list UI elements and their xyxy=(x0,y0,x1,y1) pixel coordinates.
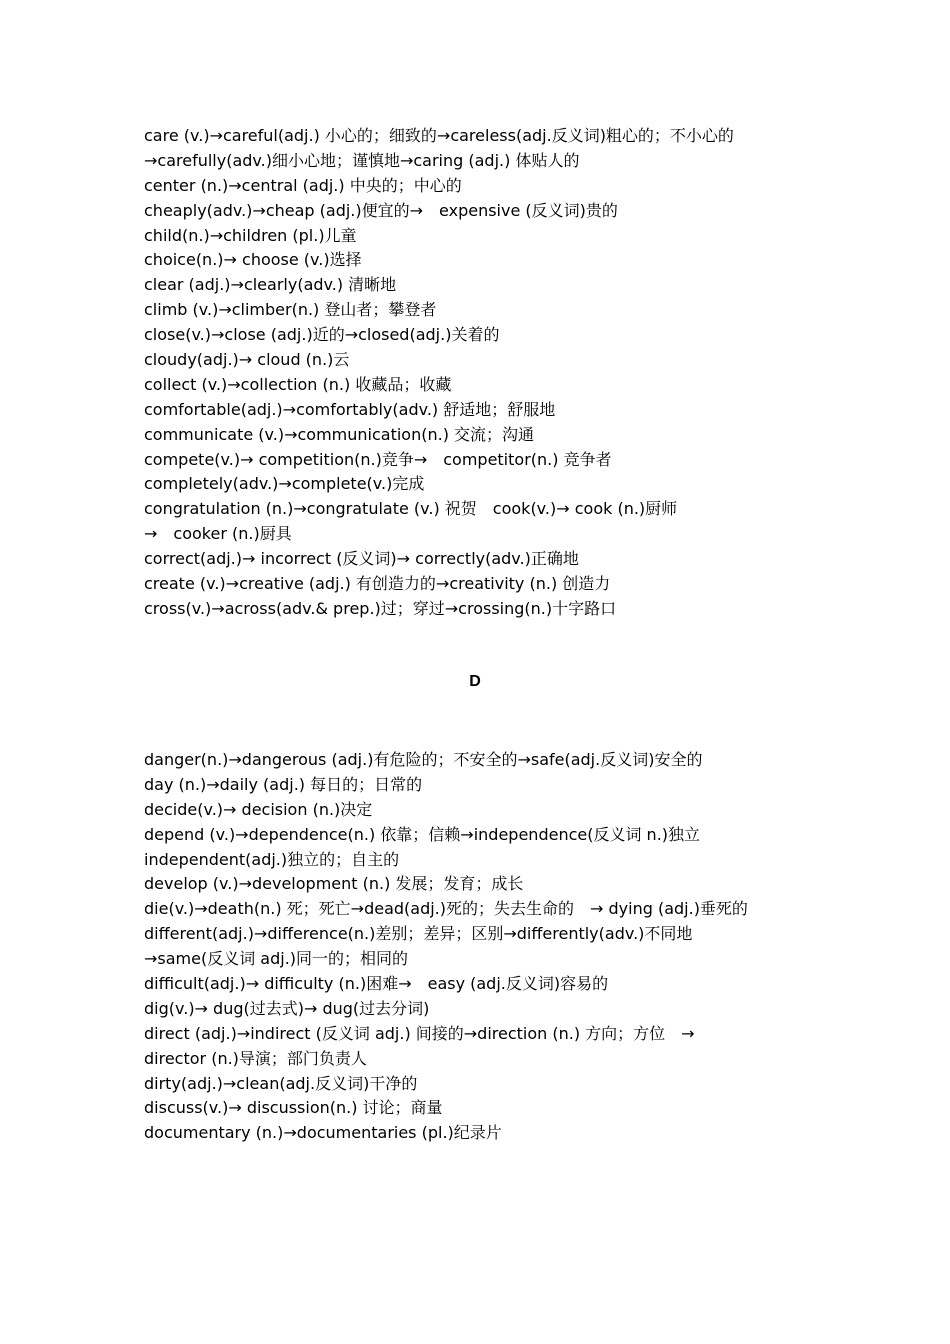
section-heading-d: D xyxy=(469,673,481,690)
entry-line: completely(adv.)→complete(v.)完成 xyxy=(144,474,425,494)
entry-line: close(v.)→close (adj.)近的→closed(adj.)关着的 xyxy=(144,325,500,345)
entry-line: danger(n.)→dangerous (adj.)有危险的；不安全的→safe(adj.反义词)安全的 xyxy=(144,750,703,769)
entry-line: documentary (n.)→documentaries (pl.)纪录片 xyxy=(144,1123,502,1143)
entry-line: →same(反义词 adj.)同一的；相同的 xyxy=(144,949,409,969)
entry-line: cheaply(adv.)→cheap (adj.)便宜的→ expensive (反义词)贵的 xyxy=(144,200,618,220)
entry-line: independent(adj.)独立的；自主的 xyxy=(144,849,400,869)
entry-line: center (n.)→central (adj.) 中央的；中心的 xyxy=(144,175,462,195)
section-c-entries xyxy=(144,124,824,622)
entry-line: dig(v.)→ dug(过去式)→ dug(过去分词) xyxy=(144,998,430,1018)
entry-line: communicate (v.)→communication(n.) 交流；沟通 xyxy=(144,424,535,444)
entry-line: different(adj.)→difference(n.)差别；差异；区别→differently(adv.)不同地 xyxy=(144,924,693,944)
entry-line: compete(v.)→ competition(n.)竞争→ competitor(n.) 竞争者 xyxy=(144,449,612,469)
entry-line: cross(v.)→across(adv.& prep.)过；穿过→crossing(n.)十字路口 xyxy=(144,598,617,618)
entry-line: clear (adj.)→clearly(adv.) 清晰地 xyxy=(144,275,397,295)
entry-line: choice(n.)→ choose (v.)选择 xyxy=(144,250,362,270)
entry-line: child(n.)→children (pl.)儿童 xyxy=(144,225,357,245)
entry-line: create (v.)→creative (adj.) 有创造力的→creativity (n.) 创造力 xyxy=(144,574,611,594)
entry-line: decide(v.)→ decision (n.)决定 xyxy=(144,799,373,819)
entry-line: day (n.)→daily (adj.) 每日的；日常的 xyxy=(144,774,423,794)
entry-line: discuss(v.)→ discussion(n.) 讨论；商量 xyxy=(144,1098,443,1118)
entry-line: → cooker (n.)厨具 xyxy=(144,524,292,544)
entry-line: develop (v.)→development (n.) 发展；发育；成长 xyxy=(144,874,524,894)
entry-line: care (v.)→careful(adj.) 小心的；细致的→careless(adj.反义词)粗心的；不小心的 xyxy=(144,126,734,145)
entry-line: difficult(adj.)→ difficulty (n.)困难→ easy (adj.反义词)容易的 xyxy=(144,974,609,994)
entry-line: →carefully(adv.)细小心地；谨慎地→caring (adj.) 体贴人的 xyxy=(144,150,580,170)
entry-line: comfortable(adj.)→comfortably(adv.) 舒适地；舒服地 xyxy=(144,399,556,419)
entry-line: climb (v.)→climber(n.) 登山者；攀登者 xyxy=(144,300,437,320)
entry-line: die(v.)→death(n.) 死；死亡→dead(adj.)死的；失去生命的 → dying (adj.)垂死的 xyxy=(144,899,748,919)
entry-line: direct (adj.)→indirect (反义词 adj.) 间接的→direction (n.) 方向；方位 → xyxy=(144,1023,695,1043)
section-d-entries xyxy=(144,748,824,1146)
entry-line: cloudy(adj.)→ cloud (n.)云 xyxy=(144,350,350,370)
entry-line: congratulation (n.)→congratulate (v.) 祝贺 cook(v.)→ cook (n.)厨师 xyxy=(144,499,678,519)
entry-line: director (n.)导演；部门负责人 xyxy=(144,1048,367,1068)
entry-line: dirty(adj.)→clean(adj.反义词)干净的 xyxy=(144,1073,418,1093)
entry-line: correct(adj.)→ incorrect (反义词)→ correctly(adv.)正确地 xyxy=(144,549,579,569)
entry-line: collect (v.)→collection (n.) 收藏品；收藏 xyxy=(144,374,452,394)
entry-line: depend (v.)→dependence(n.) 依靠；信赖→independence(反义词 n.)独立 xyxy=(144,824,701,844)
